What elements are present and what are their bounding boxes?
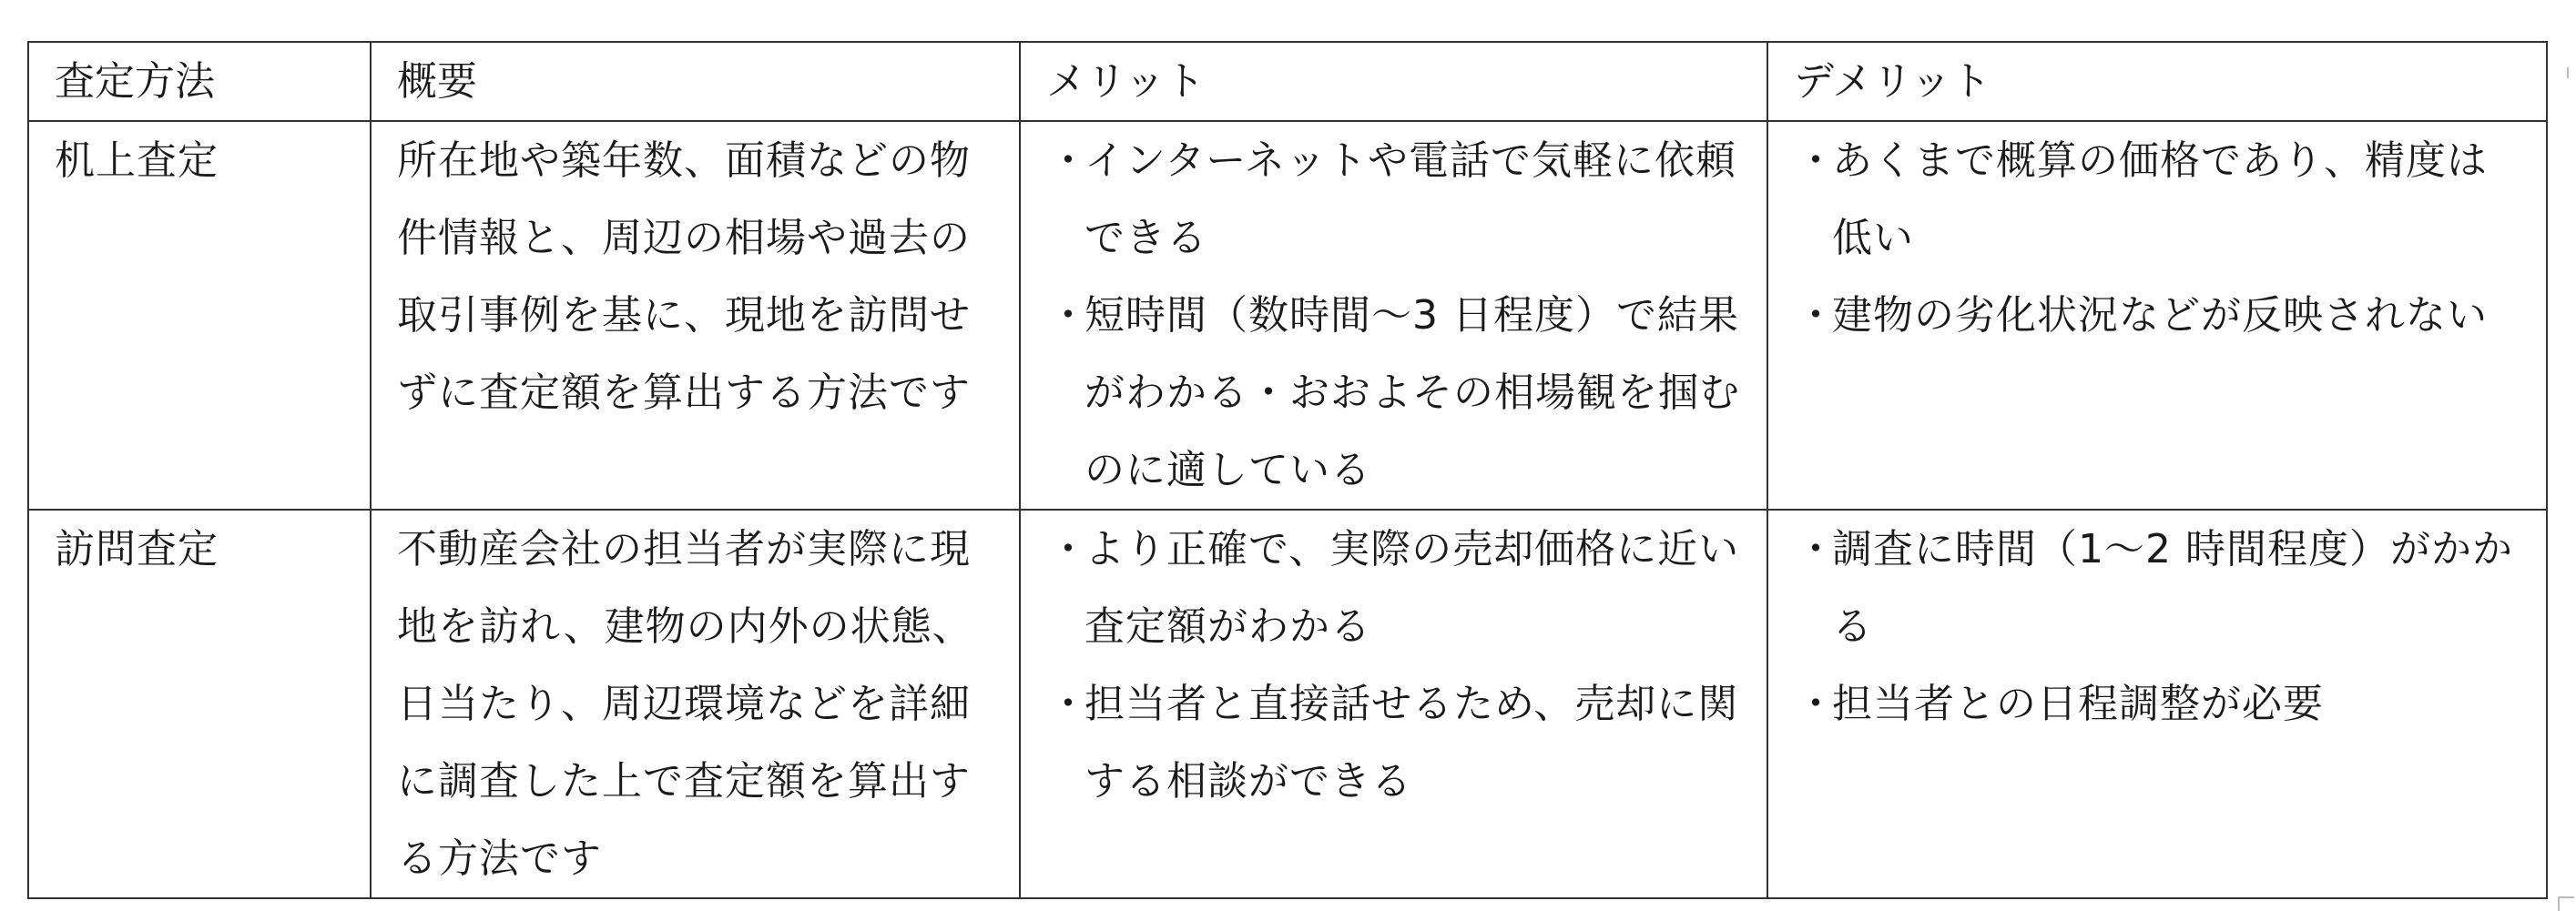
header-method: 査定方法 — [28, 42, 371, 121]
header-demerit: デメリット — [1767, 42, 2547, 121]
cell-method — [28, 121, 371, 510]
overview-text: 不動産会社の担当者が実際に現地を訪れ、建物の内外の状態、日当たり、周辺環境などを詳細に調査した上で査定額を算出する方法です — [397, 526, 973, 882]
method-label: 訪問査定 — [55, 526, 219, 572]
cell-merit — [1020, 121, 1767, 510]
margin-corner-mark — [2558, 896, 2574, 911]
cell-overview — [371, 121, 1020, 510]
list-item: ・ 担当者と直接話せるため、売却に関する相談ができる — [1048, 681, 1739, 805]
demerit-list — [1796, 511, 2528, 743]
list-item: ・ 短時間（数時間～3 日程度）で結果がわかる・おおよその相場観を掴むのに適している — [1048, 292, 1740, 493]
appraisal-comparison-table — [27, 41, 2548, 899]
list-item: ・ 担当者との日程調整が必要 — [1796, 681, 2324, 727]
list-item: ・ 調査に時間（1～2 時間程度）がかかる — [1796, 526, 2513, 650]
merit-list — [1048, 511, 1748, 820]
table-header-row — [28, 42, 2547, 121]
table-row-desk-appraisal — [28, 121, 2547, 510]
header-merit: メリット — [1020, 42, 1767, 121]
header-overview: 概要 — [371, 42, 1020, 121]
demerit-list — [1796, 122, 2528, 354]
overview-text: 所在地や築年数、面積などの物件情報と、周辺の相場や過去の取引事例を基に、現地を訪問せずに査定額を算出する方法です — [397, 137, 971, 416]
method-label: 机上査定 — [55, 137, 219, 184]
list-item: ・ 建物の劣化状況などが反映されない — [1796, 292, 2488, 339]
cell-demerit — [1767, 510, 2547, 898]
list-item: ・ インターネットや電話で気軽に依頼できる — [1048, 137, 1737, 261]
table-row-visit-appraisal — [28, 510, 2547, 898]
margin-corner-mark — [2567, 67, 2574, 78]
list-item: ・ より正確で、実際の売却価格に近い査定額がわかる — [1048, 526, 1740, 650]
list-item: ・ あくまで概算の価格であり、精度は低い — [1796, 137, 2488, 261]
cell-overview — [371, 510, 1020, 898]
merit-list — [1048, 122, 1748, 509]
cell-merit — [1020, 510, 1767, 898]
cell-demerit — [1767, 121, 2547, 510]
cell-method — [28, 510, 371, 898]
